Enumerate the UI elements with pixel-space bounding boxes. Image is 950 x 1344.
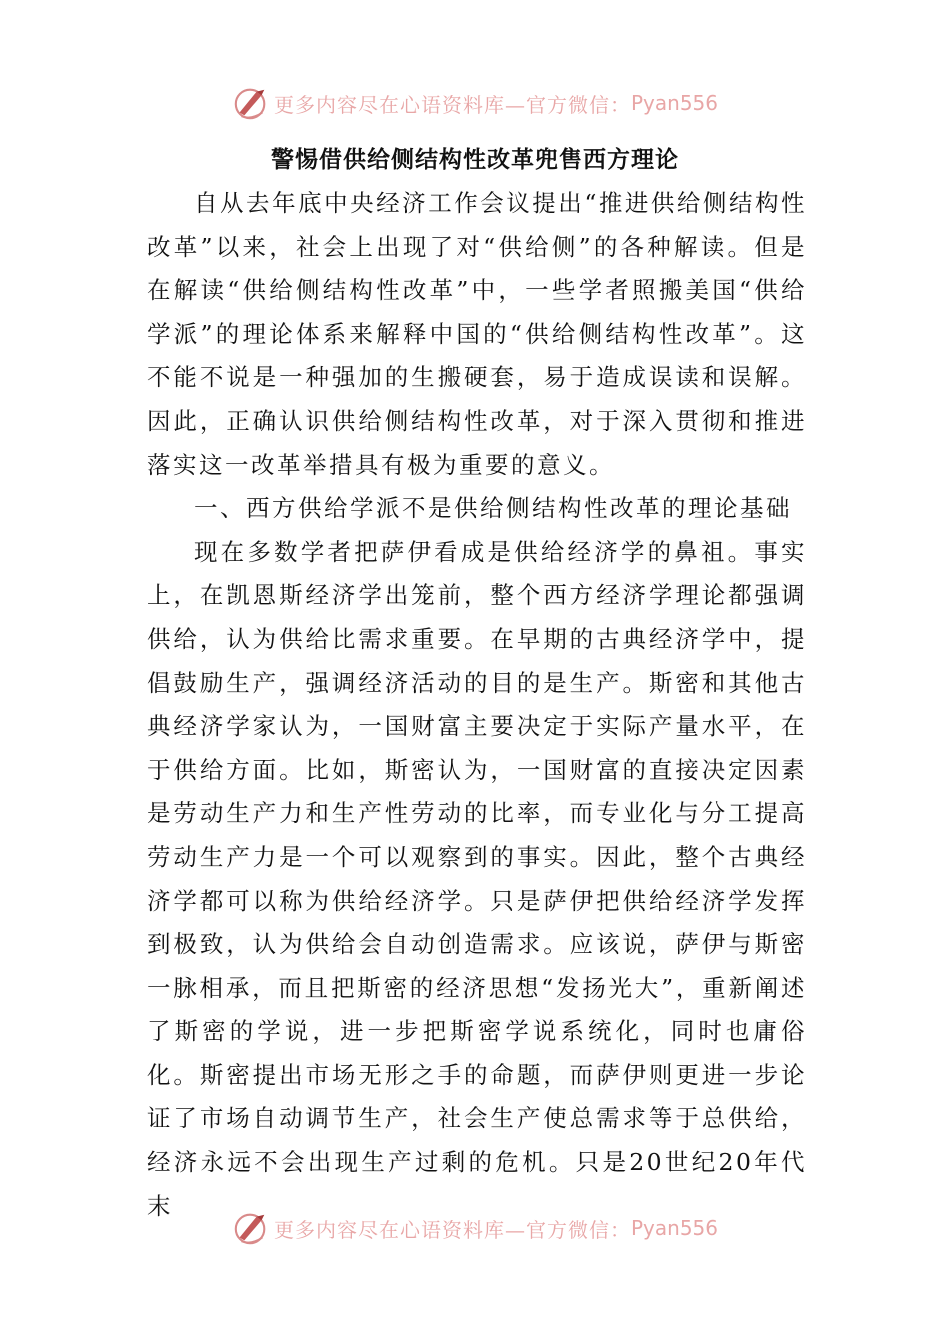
header-banner-text: 更多内容尽在心语资料库—官方微信： (273, 92, 631, 117)
document-body (147, 182, 807, 1228)
header-banner-wechat-id: Pyan556 (630, 91, 718, 115)
footer-watermark-banner (0, 1208, 950, 1248)
body-paragraph: 自从去年底中央经济工作会议提出“推进供给侧结构性改革”以来，社会上出现了对“供给侧”的各种解读。但是在解读“供给侧结构性改革”中，一些学者照搬美国“供给学派”的理论体系来解释中国的“供给侧结构性改革”。这不能不说是一种强加的生搬硬套，易于造成误读和误解。因此，正确认识供给侧结构性改革，对于深入贯彻和推进落实这一改革举措具有极为重要的意义。 (147, 189, 807, 479)
footer-banner-wechat-id: Pyan556 (630, 1216, 718, 1240)
body-paragraph: 现在多数学者把萨伊看成是供给经济学的鼻祖。事实上，在凯恩斯经济学出笼前，整个西方经济学理论都强调供给，认为供给比需求重要。在早期的古典经济学中，提倡鼓励生产，强调经济活动的目的是生产。斯密和其他古典经济学家认为，一国财富主要决定于实际产量水平，在于供给方面。比如，斯密认为，一国财富的直接决定因素是劳动生产力和生产性劳动的比率，而专业化与分工提高劳动生产力是一个可以观察到的事实。因此，整个古典经济学都可以称为供给经济学。只是萨伊把供给经济学发挥到极致，认为供给会自动创造需求。应该说，萨伊与斯密一脉相承，而且把斯密的经济思想“发扬光大”，重新阐述了斯密的学说，进一步把斯密学说系统化，同时也庸俗化。斯密提出市场无形之手的命题，而萨伊则更进一步论证了市场自动调节生产，社会生产使总需求等于总供给，经济永远不会出现生产过剩的危机。只是20世纪20年代末 (147, 537, 807, 1220)
pen-circle-logo-icon (232, 1209, 270, 1247)
header-watermark-banner (0, 83, 950, 123)
footer-banner-text: 更多内容尽在心语资料库—官方微信： (273, 1217, 631, 1242)
pen-circle-logo-icon (232, 84, 270, 122)
section-heading: 一、西方供给学派不是供给侧结构性改革的理论基础 (194, 494, 792, 523)
document-title: 警惕借供给侧结构性改革兜售西方理论 (271, 147, 679, 173)
